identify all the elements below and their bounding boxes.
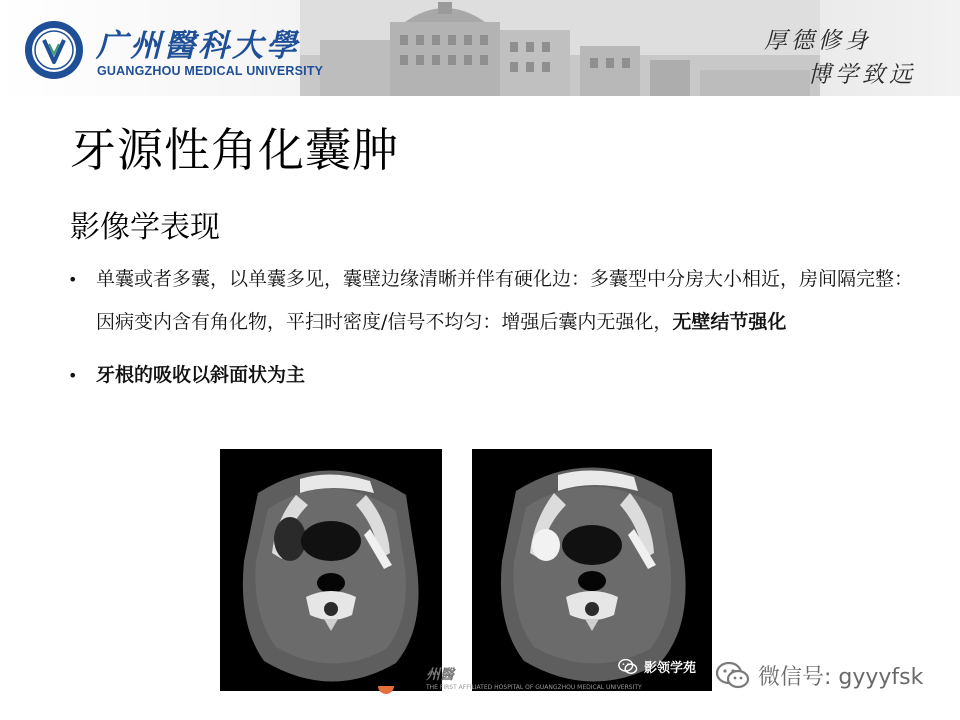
bullet-item bbox=[68, 354, 928, 397]
slide-subtitle: 影像学表现 bbox=[70, 210, 220, 245]
wechat-id-watermark bbox=[716, 660, 923, 691]
bullet-item bbox=[68, 258, 928, 344]
ct-scan-image-right bbox=[472, 449, 712, 691]
ct-scan-drawing bbox=[220, 449, 442, 691]
ct-scan-image-left bbox=[220, 449, 442, 691]
image-watermark-text: 影领学苑 bbox=[644, 661, 697, 676]
bullet-list bbox=[68, 258, 928, 397]
hospital-logo-mark: 州醫 bbox=[426, 667, 454, 683]
ct-scan-drawing bbox=[472, 449, 712, 691]
campus-building-photo bbox=[300, 0, 820, 96]
wechat-id-text: 微信号: gyyyfsk bbox=[758, 665, 924, 690]
wechat-icon bbox=[618, 659, 638, 675]
university-name-cn: 广州醫科大學 bbox=[96, 28, 300, 64]
university-logo-icon bbox=[24, 20, 84, 80]
motto-line-1: 厚德修身 bbox=[764, 28, 872, 54]
orange-logo-fragment-icon bbox=[378, 686, 394, 694]
bullet-text: 单囊或者多囊，以单囊多见，囊壁边缘清晰并伴有硬化边：多囊型中分房大小相近，房间隔完整：因病变内含有角化物，平扫时密度/信号不均匀：增强后囊内无强化， bbox=[96, 268, 914, 333]
motto-line-2: 博学致远 bbox=[808, 62, 916, 88]
hospital-logo-faint bbox=[426, 664, 642, 694]
hospital-logo-subtext: THE FIRST AFFILIATED HOSPITAL OF GUANGZHOU MEDICAL UNIVERSITY bbox=[426, 684, 642, 691]
bullet-text-bold: 牙根的吸收以斜面状为主 bbox=[96, 364, 306, 386]
bullet-dot-icon: • bbox=[68, 366, 78, 385]
header-banner bbox=[0, 0, 960, 96]
wechat-icon bbox=[716, 662, 750, 690]
bullet-dot-icon: • bbox=[68, 270, 78, 289]
university-name-en: GUANGZHOU MEDICAL UNIVERSITY bbox=[97, 64, 324, 78]
slide-title: 牙源性角化囊肿 bbox=[70, 123, 399, 177]
bullet-text-bold: 无壁结节强化 bbox=[672, 311, 787, 333]
image-watermark bbox=[618, 657, 696, 676]
